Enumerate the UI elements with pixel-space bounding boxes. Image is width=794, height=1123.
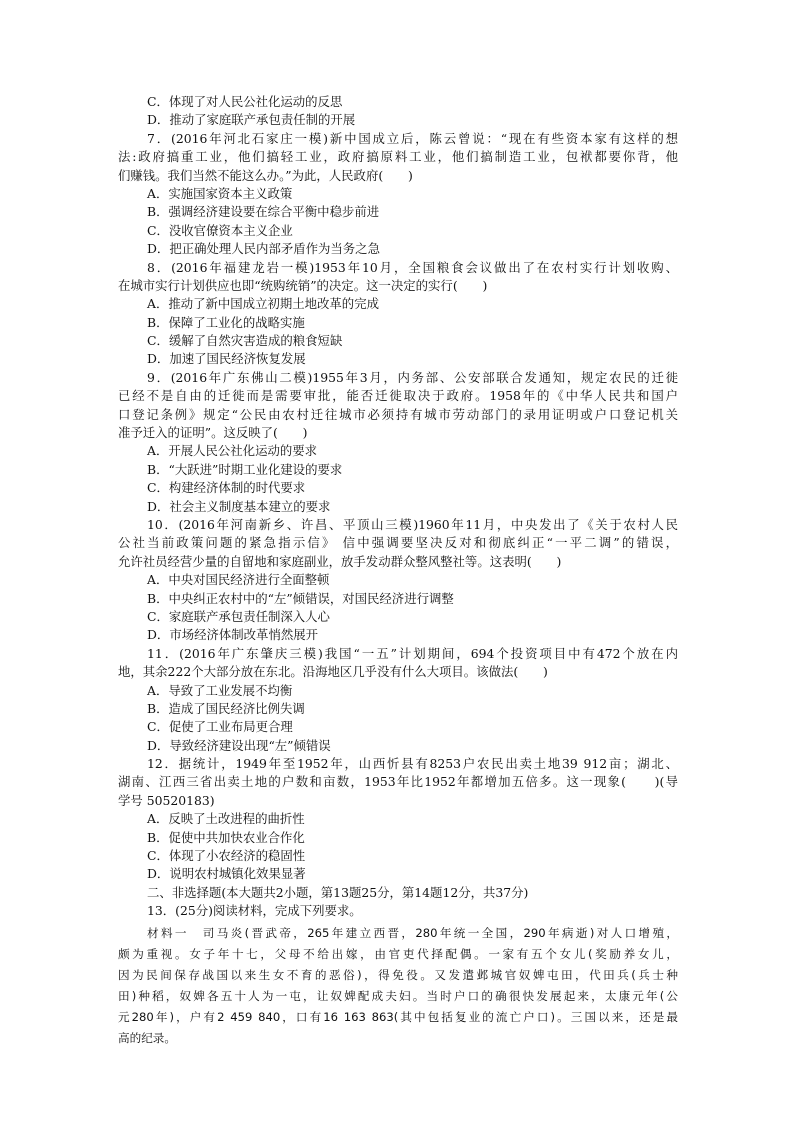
text-line: 准予迁入的证明”。这反映了( ) [118,425,308,441]
text-line: B．强调经济建设要在综合平衡中稳步前进 [147,204,380,220]
text-line: B．造成了国民经济比例失调 [147,700,305,716]
text-line: 已经不是自由的迁徙而是需要审批，能否迁徙取决于政府。1958年的《中华人民共和国户 [118,388,678,404]
text-line: 允许社员经营少量的自留地和家庭副业，放手发动群众整风整社等。这表明( ) [118,553,562,569]
text-line: 8．(2016年福建龙岩一模)1953年10月，全国粮食会议做出了在农村实行计划收购、 [147,259,678,275]
text-line: 湖南、江西三省出卖土地的户数和亩数，1953年比1952年都增加五倍多。这一现象( )(导 [118,774,678,790]
text-line: 口登记条例》规定“公民由农村迁往城市必须持有城市劳动部门的录用证明或户口登记机关 [118,406,678,422]
text-line: 们赚钱。我们当然不能这么办。”为此，人民政府( ) [118,167,413,183]
text-line: B．“大跃进”时期工业化建设的要求 [147,461,343,477]
text-line: C．家庭联产承包责任制深入人心 [147,608,330,624]
text-line: A．导致了工业发展不均衡 [147,682,293,698]
text-line: B．中央纠正农村中的“左”倾错误，对国民经济进行调整 [147,590,454,606]
material-line: 颇为重视。女子年十七，父母不给出嫁，由官吏代择配偶。一家有五个女儿(奖励养女儿， [118,946,678,961]
text-line: 7．(2016年河北石家庄一模)新中国成立后，陈云曾说：“现在有些资本家有这样的想 [147,130,678,146]
text-line: D．市场经济体制改革悄然展开 [147,627,319,643]
material-passage [118,923,678,1049]
text-line: D．导致经济建设出现“左”倾错误 [147,737,331,753]
text-line: C．构建经济体制的时代要求 [147,480,306,496]
text-line: B．促使中共加快农业合作化 [147,829,305,845]
exam-page [118,93,678,1049]
text-line: C．体现了对人民公社化运动的反思 [147,94,343,109]
text-line: 二、非选择题(本大题共2小题，第13题25分，第14题12分，共37分) [147,884,529,900]
material-line: 元280年)，户有2 459 840，口有16 163 863(其中包括复业的流亡户口)。三国以来，还是最 [118,1009,678,1024]
text-line: C．体现了小农经济的稳固性 [147,848,306,864]
material-line: 因为民间保存战国以来生女不育的恶俗)，得免役。又发遣邺城官奴婢屯田，代田兵(兵士种 [118,967,678,982]
text-line: 11．(2016年广东肇庆三模)我国“一五”计划期间，694个投资项目中有472个放在内 [147,645,678,661]
text-line: D．加速了国民经济恢复发展 [147,351,306,367]
text-line: 法:政府搞重工业，他们搞轻工业，政府搞原料工业，他们搞制造工业，包袱都要你背，他 [118,149,678,165]
text-line: D．推动了家庭联产承包责任制的开展 [147,112,356,128]
text-line: 地，其余222个大部分放在东北。沿海地区几乎没有什么大项目。该做法( ) [118,664,548,680]
text-line: 学号 50520183) [118,792,215,808]
text-line: D．把正确处理人民内部矛盾作为当务之急 [147,241,380,257]
text-line: D．社会主义制度基本建立的要求 [147,498,331,514]
material-line: 田)种稻，奴婢各五十人为一屯，让奴婢配成夫妇。当时户口的确很快发展起来，太康元年(公 [118,988,678,1003]
material-line: 材料一 司马炎(晋武帝，265年建立西晋，280年统一全国，290年病逝)对人口增殖， [147,925,678,940]
text-line: A．中央对国民经济进行全面整顿 [147,572,330,588]
text-line: 在城市实行计划供应也即“统购统销”的决定。这一决定的实行( ) [118,277,488,293]
text-line: A．实施国家资本主义政策 [147,185,293,201]
text-line: 公社当前政策问题的紧急指示信》 信中强调要坚决反对和彻底纠正“一平二调”的错误， [118,535,678,551]
text-line: D．说明农村城镇化效果显著 [147,866,306,882]
material-line: 高的纪录。 [118,1030,176,1045]
text-line: A．反映了土改进程的曲折性 [147,811,305,827]
text-line: A．开展人民公社化运动的要求 [147,443,318,459]
text-line: B．保障了工业化的战略实施 [147,314,305,330]
text-line: A．推动了新中国成立初期土地改革的完成 [147,296,379,312]
text-line: C．促使了工业布局更合理 [147,719,293,735]
text-line: 13．(25分)阅读材料，完成下列要求。 [147,903,362,919]
text-line: C．没收官僚资本主义企业 [147,222,293,238]
text-line: C．缓解了自然灾害造成的粮食短缺 [147,333,343,349]
text-line: 9．(2016年广东佛山二模)1955年3月，内务部、公安部联合发通知，规定农民的迁徙 [147,369,678,385]
text-line: 12．据统计，1949年至1952年，山西忻县有8253户农民出卖土地39 912亩；湖北、 [147,756,678,772]
text-line: 10．(2016年河南新乡、许昌、平顶山三模)1960年11月，中央发出了《关于农村人民 [147,516,678,532]
question-lines [118,93,678,921]
